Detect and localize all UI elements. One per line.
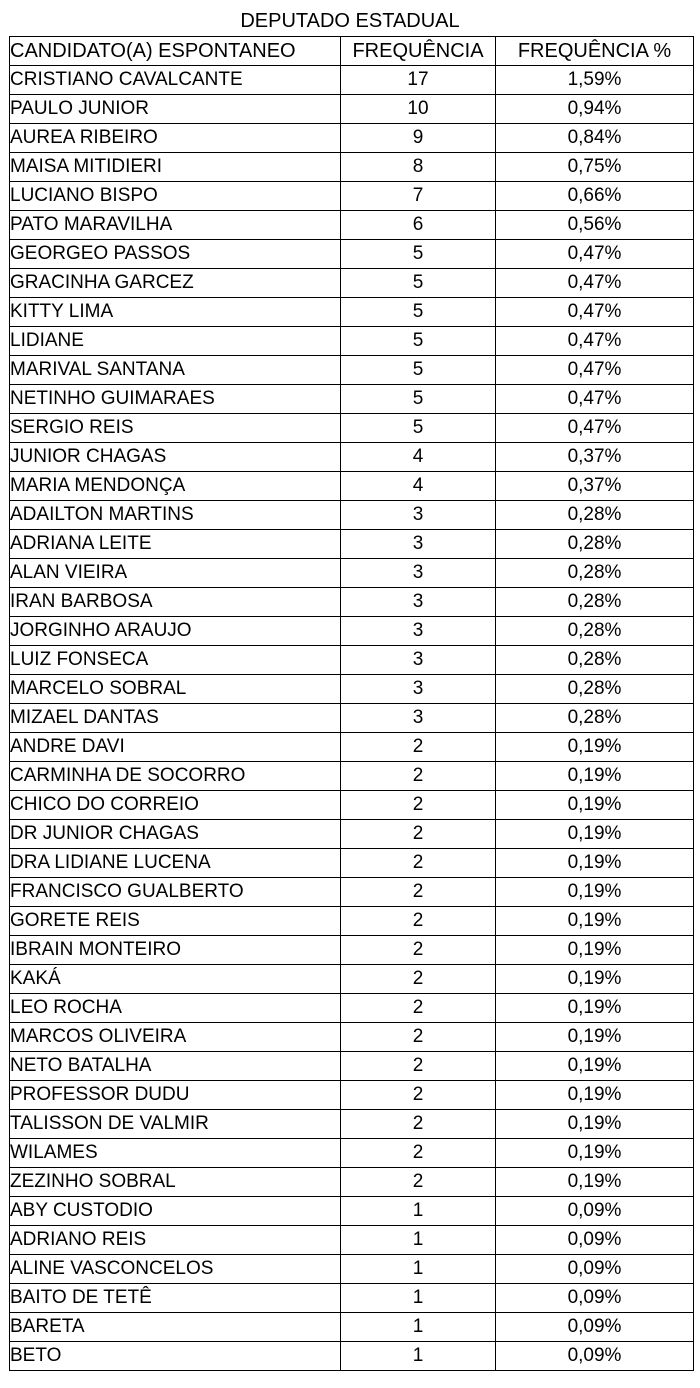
candidate-name-cell: BETO: [10, 1342, 341, 1371]
frequency-cell: 1: [341, 1342, 496, 1371]
frequency-cell: 5: [341, 414, 496, 443]
candidate-name-cell: BARETA: [10, 1313, 341, 1342]
candidate-name-cell: DRA LIDIANE LUCENA: [10, 849, 341, 878]
frequency-percent-cell: 0,19%: [496, 820, 694, 849]
frequency-cell: 3: [341, 704, 496, 733]
candidate-name-cell: PAULO JUNIOR: [10, 95, 341, 124]
table-row: [10, 791, 694, 820]
candidate-name-cell: ALINE VASCONCELOS: [10, 1255, 341, 1284]
table-row: [10, 1081, 694, 1110]
frequency-percent-cell: 0,47%: [496, 240, 694, 269]
frequency-percent-cell: 0,09%: [496, 1226, 694, 1255]
candidate-name-cell: LIDIANE: [10, 327, 341, 356]
frequency-cell: 5: [341, 327, 496, 356]
frequency-percent-cell: 0,19%: [496, 936, 694, 965]
frequency-percent-cell: 0,66%: [496, 182, 694, 211]
candidate-name-cell: GRACINHA GARCEZ: [10, 269, 341, 298]
frequency-cell: 5: [341, 385, 496, 414]
frequency-cell: 1: [341, 1284, 496, 1313]
table-row: [10, 1255, 694, 1284]
table-row: [10, 1342, 694, 1371]
frequency-percent-cell: 0,19%: [496, 1023, 694, 1052]
header-row: [10, 37, 694, 66]
frequency-cell: 5: [341, 356, 496, 385]
candidate-name-cell: MARIA MENDONÇA: [10, 472, 341, 501]
frequency-percent-cell: 0,19%: [496, 1052, 694, 1081]
column-header-candidate: CANDIDATO(A) ESPONTANEO: [10, 37, 341, 66]
table-row: [10, 95, 694, 124]
frequency-cell: 2: [341, 791, 496, 820]
table-row: [10, 385, 694, 414]
frequency-percent-cell: 0,28%: [496, 501, 694, 530]
candidate-name-cell: ZEZINHO SOBRAL: [10, 1168, 341, 1197]
frequency-percent-cell: 0,47%: [496, 298, 694, 327]
frequency-cell: 6: [341, 211, 496, 240]
table-row: [10, 936, 694, 965]
candidate-name-cell: ADRIANA LEITE: [10, 530, 341, 559]
frequency-percent-cell: 0,37%: [496, 472, 694, 501]
frequency-cell: 2: [341, 762, 496, 791]
candidate-name-cell: KAKÁ: [10, 965, 341, 994]
frequency-percent-cell: 1,59%: [496, 66, 694, 95]
table-row: [10, 1052, 694, 1081]
table-row: [10, 1226, 694, 1255]
frequency-cell: 2: [341, 965, 496, 994]
candidate-name-cell: LUIZ FONSECA: [10, 646, 341, 675]
candidate-name-cell: DR JUNIOR CHAGAS: [10, 820, 341, 849]
frequency-percent-cell: 0,19%: [496, 1168, 694, 1197]
candidate-name-cell: JUNIOR CHAGAS: [10, 443, 341, 472]
table-row: [10, 733, 694, 762]
frequency-cell: 2: [341, 1139, 496, 1168]
frequency-cell: 17: [341, 66, 496, 95]
frequency-percent-cell: 0,19%: [496, 907, 694, 936]
candidate-name-cell: NETINHO GUIMARAES: [10, 385, 341, 414]
frequency-cell: 4: [341, 443, 496, 472]
column-header-frequency-percent: FREQUÊNCIA %: [496, 37, 694, 66]
frequency-percent-cell: 0,09%: [496, 1313, 694, 1342]
table-row: [10, 907, 694, 936]
frequency-percent-cell: 0,56%: [496, 211, 694, 240]
candidate-name-cell: PROFESSOR DUDU: [10, 1081, 341, 1110]
table-row: [10, 501, 694, 530]
frequency-percent-cell: 0,19%: [496, 1110, 694, 1139]
frequency-cell: 3: [341, 501, 496, 530]
frequency-percent-cell: 0,09%: [496, 1197, 694, 1226]
frequency-cell: 5: [341, 298, 496, 327]
table-row: [10, 849, 694, 878]
table-row: [10, 675, 694, 704]
frequency-percent-cell: 0,84%: [496, 124, 694, 153]
frequency-percent-cell: 0,75%: [496, 153, 694, 182]
frequency-cell: 2: [341, 936, 496, 965]
frequency-percent-cell: 0,28%: [496, 675, 694, 704]
frequency-cell: 10: [341, 95, 496, 124]
table-row: [10, 965, 694, 994]
candidate-name-cell: SERGIO REIS: [10, 414, 341, 443]
candidate-name-cell: ADRIANO REIS: [10, 1226, 341, 1255]
frequency-percent-cell: 0,28%: [496, 559, 694, 588]
frequency-cell: 2: [341, 907, 496, 936]
table-row: [10, 182, 694, 211]
candidate-name-cell: ALAN VIEIRA: [10, 559, 341, 588]
frequency-cell: 2: [341, 1110, 496, 1139]
frequency-cell: 8: [341, 153, 496, 182]
frequency-percent-cell: 0,94%: [496, 95, 694, 124]
frequency-percent-cell: 0,37%: [496, 443, 694, 472]
frequency-percent-cell: 0,28%: [496, 530, 694, 559]
table-row: [10, 646, 694, 675]
frequency-percent-cell: 0,19%: [496, 791, 694, 820]
frequency-percent-cell: 0,19%: [496, 1081, 694, 1110]
table-row: [10, 269, 694, 298]
table-row: [10, 240, 694, 269]
candidate-name-cell: AUREA RIBEIRO: [10, 124, 341, 153]
frequency-cell: 3: [341, 530, 496, 559]
table-row: [10, 327, 694, 356]
candidate-name-cell: GORETE REIS: [10, 907, 341, 936]
table-row: [10, 414, 694, 443]
table-row: [10, 1023, 694, 1052]
frequency-percent-cell: 0,19%: [496, 994, 694, 1023]
candidate-name-cell: FRANCISCO GUALBERTO: [10, 878, 341, 907]
candidate-name-cell: TALISSON DE VALMIR: [10, 1110, 341, 1139]
frequency-cell: 3: [341, 559, 496, 588]
candidate-name-cell: ANDRE DAVI: [10, 733, 341, 762]
frequency-cell: 1: [341, 1255, 496, 1284]
table-row: [10, 617, 694, 646]
table-row: [10, 298, 694, 327]
frequency-cell: 3: [341, 588, 496, 617]
candidate-name-cell: JORGINHO ARAUJO: [10, 617, 341, 646]
page-title: DEPUTADO ESTADUAL: [240, 10, 460, 32]
candidate-name-cell: MARIVAL SANTANA: [10, 356, 341, 385]
candidate-name-cell: ADAILTON MARTINS: [10, 501, 341, 530]
candidate-name-cell: WILAMES: [10, 1139, 341, 1168]
table-row: [10, 1139, 694, 1168]
frequency-percent-cell: 0,09%: [496, 1284, 694, 1313]
candidate-name-cell: MAISA MITIDIERI: [10, 153, 341, 182]
frequency-cell: 3: [341, 617, 496, 646]
table-row: [10, 443, 694, 472]
table-row: [10, 356, 694, 385]
frequency-cell: 1: [341, 1226, 496, 1255]
frequency-cell: 4: [341, 472, 496, 501]
frequency-percent-cell: 0,19%: [496, 849, 694, 878]
frequency-percent-cell: 0,09%: [496, 1255, 694, 1284]
frequency-cell: 2: [341, 733, 496, 762]
frequency-percent-cell: 0,47%: [496, 356, 694, 385]
frequency-percent-cell: 0,28%: [496, 617, 694, 646]
table-row: [10, 1197, 694, 1226]
candidate-name-cell: NETO BATALHA: [10, 1052, 341, 1081]
candidate-name-cell: LUCIANO BISPO: [10, 182, 341, 211]
frequency-percent-cell: 0,47%: [496, 414, 694, 443]
candidate-name-cell: IBRAIN MONTEIRO: [10, 936, 341, 965]
table-row: [10, 588, 694, 617]
candidate-name-cell: MARCOS OLIVEIRA: [10, 1023, 341, 1052]
table-row: [10, 820, 694, 849]
frequency-cell: 9: [341, 124, 496, 153]
table-row: [10, 153, 694, 182]
candidate-name-cell: LEO ROCHA: [10, 994, 341, 1023]
table-row: [10, 762, 694, 791]
frequency-cell: 2: [341, 878, 496, 907]
table-row: [10, 66, 694, 95]
frequency-percent-cell: 0,47%: [496, 385, 694, 414]
candidate-name-cell: PATO MARAVILHA: [10, 211, 341, 240]
frequency-cell: 2: [341, 849, 496, 878]
frequency-cell: 2: [341, 1023, 496, 1052]
candidate-name-cell: ABY CUSTODIO: [10, 1197, 341, 1226]
table-row: [10, 994, 694, 1023]
frequency-cell: 1: [341, 1313, 496, 1342]
frequency-percent-cell: 0,19%: [496, 762, 694, 791]
frequency-percent-cell: 0,19%: [496, 965, 694, 994]
frequency-table: [9, 36, 694, 1371]
frequency-percent-cell: 0,19%: [496, 733, 694, 762]
frequency-percent-cell: 0,28%: [496, 704, 694, 733]
frequency-cell: 7: [341, 182, 496, 211]
frequency-cell: 2: [341, 1081, 496, 1110]
table-row: [10, 559, 694, 588]
candidate-name-cell: CRISTIANO CAVALCANTE: [10, 66, 341, 95]
frequency-cell: 5: [341, 269, 496, 298]
frequency-percent-cell: 0,19%: [496, 1139, 694, 1168]
frequency-percent-cell: 0,28%: [496, 646, 694, 675]
frequency-cell: 2: [341, 994, 496, 1023]
table-row: [10, 530, 694, 559]
candidate-name-cell: IRAN BARBOSA: [10, 588, 341, 617]
candidate-name-cell: CARMINHA DE SOCORRO: [10, 762, 341, 791]
table-row: [10, 1313, 694, 1342]
candidate-name-cell: BAITO DE TETÊ: [10, 1284, 341, 1313]
table-row: [10, 1168, 694, 1197]
frequency-cell: 5: [341, 240, 496, 269]
frequency-cell: 3: [341, 646, 496, 675]
candidate-name-cell: CHICO DO CORREIO: [10, 791, 341, 820]
table-row: [10, 472, 694, 501]
candidate-name-cell: MIZAEL DANTAS: [10, 704, 341, 733]
frequency-cell: 2: [341, 1168, 496, 1197]
frequency-cell: 2: [341, 820, 496, 849]
frequency-cell: 3: [341, 675, 496, 704]
frequency-percent-cell: 0,19%: [496, 878, 694, 907]
table-row: [10, 124, 694, 153]
frequency-cell: 2: [341, 1052, 496, 1081]
frequency-cell: 1: [341, 1197, 496, 1226]
frequency-percent-cell: 0,28%: [496, 588, 694, 617]
table-row: [10, 704, 694, 733]
frequency-percent-cell: 0,47%: [496, 269, 694, 298]
table-row: [10, 1110, 694, 1139]
table-row: [10, 211, 694, 240]
table-row: [10, 878, 694, 907]
candidate-name-cell: KITTY LIMA: [10, 298, 341, 327]
frequency-percent-cell: 0,47%: [496, 327, 694, 356]
table-row: [10, 1284, 694, 1313]
column-header-frequency: FREQUÊNCIA: [341, 37, 496, 66]
frequency-percent-cell: 0,09%: [496, 1342, 694, 1371]
candidate-name-cell: MARCELO SOBRAL: [10, 675, 341, 704]
candidate-name-cell: GEORGEO PASSOS: [10, 240, 341, 269]
table-body: [10, 66, 694, 1371]
